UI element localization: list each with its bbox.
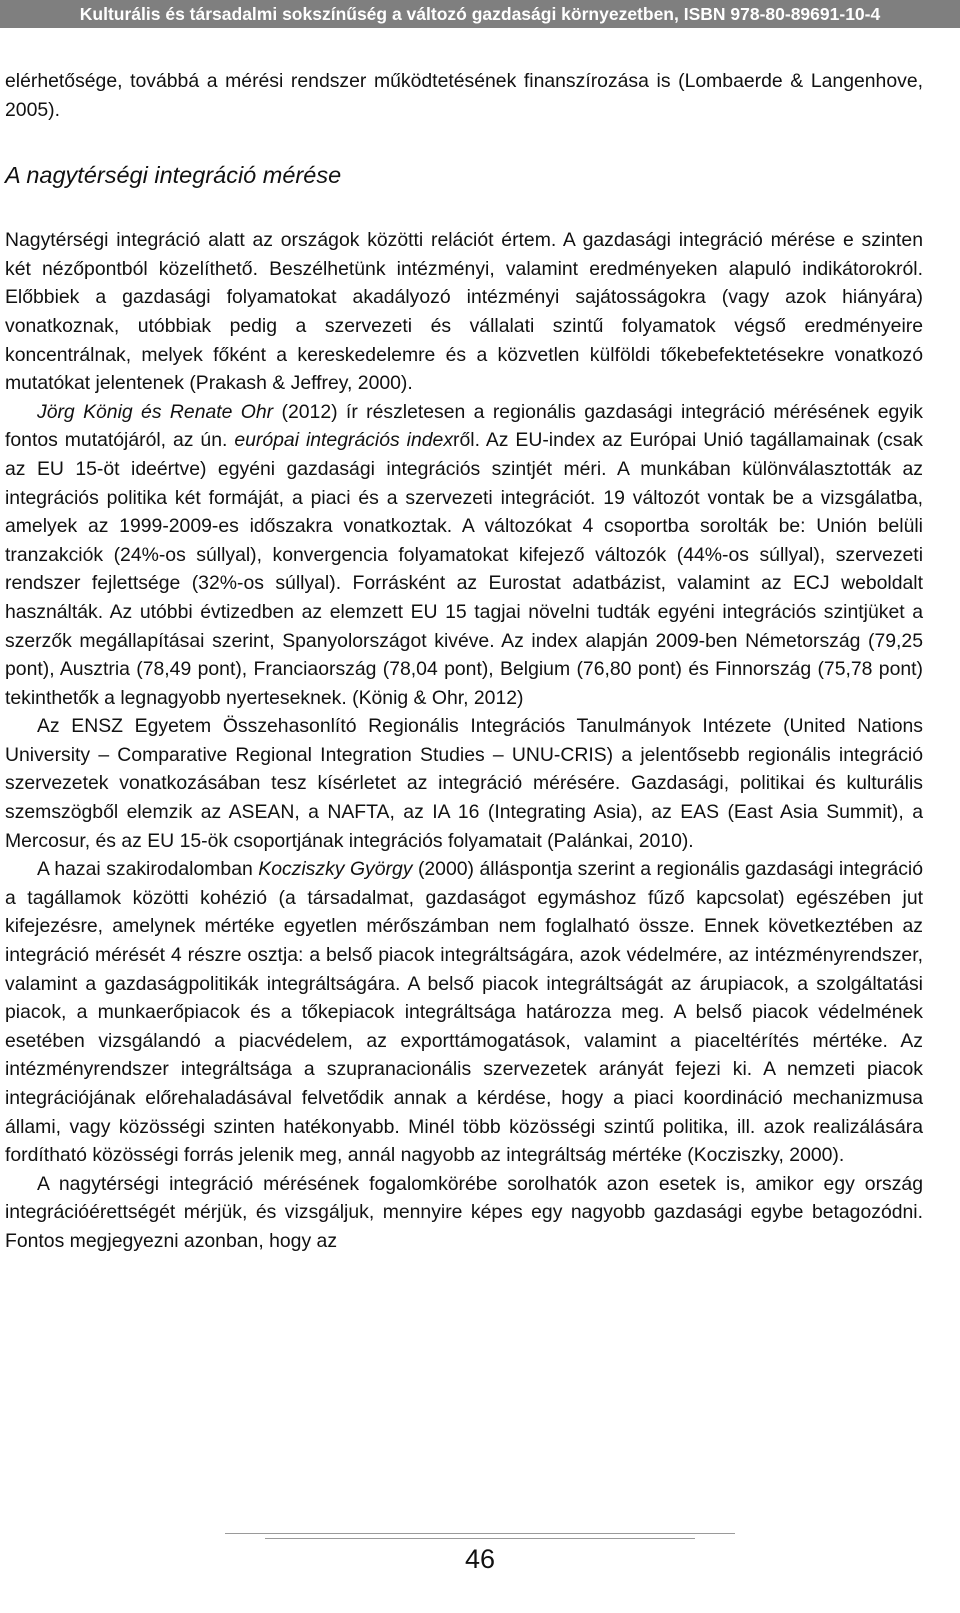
paragraph-eu-index-part-b: ről. Az EU-index az Európai Unió tagállamainak (csak az EU 15-öt ideértve) egyéni gazdasági integrációs szintjét méri. A munkában különválasztották az integrációs politika két formáját, a piaci és a szervezeti integrációt. 19 változót vontak be a vizsgálatba, amelyek az 1999-2009-es időszakra vonatkoztak. A változókat 4 csoportba sorolták be: Unión belüli tranzakciók (24%-os súllyal), konvergencia folyamatokat kifejező változók (44%-os súllyal), szervezeti rendszer fejlettsége (32%-os súllyal). Forrásként az Eurostat adatbázist, valamint az ECJ weboldalt használták. Az utóbbi évtizedben az elemzett EU 15 tagjai növelni tudták egyéni integrációs szintjüket a szerzők megállapításai szerint, Spanyolországot kivéve. Az index alapján 2009-ben Németország (79,25 pont), Ausztria (78,49 pont), Franciaország (78,04 pont), Belgium (76,80 pont) és Finnország (75,78 pont) tekinthetők a legnagyobb nyerteseknek. (König & Ohr, 2012) xyxy=(5,429,923,709)
paragraph-hungarian-part-a: A hazai szakirodalomban xyxy=(37,858,259,881)
paragraph-unu-cris: Az ENSZ Egyetem Összehasonlító Regionális Integrációs Tanulmányok Intézete (United Nations University – Comparative Regional Integration Studies – UNU-CRIS) a jelentősebb regionális integráció szervezetek vonatkozásában tesz kísérletet az integráció mérésére. Gazdasági, politikai és kulturális szemszögből elemzik az ASEAN, a NAFTA, az IA 16 (Integrating Asia), az EAS (East Asia Summit), a Mercosur, és az EU 15-ök csoportjának integrációs folyamatait (Palánkai, 2010). xyxy=(5,715,923,852)
paragraph-intro: Nagytérségi integráció alatt az országok közötti relációt értem. A gazdasági integráció mérése e szinten két nézőpontból közelíthető. Beszélhetünk intézményi, valamint eredményeken alapuló indikátorokról. Előbbiek a gazdasági folyamatokat akadályozó intézményi sajátosságokra (vagy azok hiányára) vonatkoznak, utóbbiak pedig a szervezeti és vállalati szintű folyamatok végső eredményeire koncentrálnak, melyek főként a kereskedelemre és a közvetlen külföldi tőkebefektetésekre vonatkozó mutatókat jelentenek (Prakash & Jeffrey, 2000). xyxy=(5,229,923,395)
paragraph-hungarian-literature xyxy=(5,855,923,1170)
index-term: európai integrációs index xyxy=(234,429,454,452)
document-body xyxy=(5,67,923,1256)
author-names: Jörg König és Renate Ohr xyxy=(37,400,274,423)
footer-divider xyxy=(225,1533,735,1541)
footer-rule-bottom xyxy=(265,1538,695,1539)
author-name: Kocziszky György xyxy=(258,858,413,881)
running-header-text: Kulturális és társadalmi sokszínűség a változó gazdasági környezetben, ISBN 978-80-89691-10-4 xyxy=(79,4,881,24)
paragraph-eu-index xyxy=(5,398,923,713)
page-number: 46 xyxy=(464,1544,496,1574)
paragraph-eu-index-part-a: (2012) ír részletesen a regionális gazdasági integráció mérésének egyik fontos mutatójáról, az ún. xyxy=(5,400,923,452)
footer-rule-top xyxy=(225,1533,735,1534)
paragraph-closing: A nagytérségi integráció mérésének fogalomkörébe sorolhatók azon esetek is, amikor egy ország integrációérettségét mérjük, és vizsgáljuk, mennyire képes egy nagyobb gazdasági egybe betagozódni. Fontos megjegyezni azonban, hogy az xyxy=(5,1172,923,1252)
paragraph-hungarian-part-b: (2000) álláspontja szerint a regionális gazdasági integráció a tagállamok közötti kohézió (a társadalmat, gazdaságot egymáshoz fűző kapcsolat) egészében jut kifejezésre, amelynek mértéke egyetlen mérőszámban nem foglalható össze. Ennek következtében az integráció mérését 4 részre osztja: a belső piacok integráltságára, azok védelmére, az intézményrendszer, valamint a gazdaságpolitikák integráltságára. A belső piacok integráltságát az árupiacok, a szolgáltatási piacok, a munkaerőpiacok és a tőkepiacok integráltsága határozza meg. A belső piacok védelmének esetében vizsgálandó a piacvédelem, az exporttámogatások, valamint a piaceltérítés mértéke. Az intézményrendszer integráltsága a szupranacionális szervezetek arányát fejezi ki. A nemzeti piacok integrációjának előrehaladásával felvetődik annak a kérdése, hogy a piaci koordináció mechanizmusa állami, vagy közösségi szinten hatékonyabb. Minél több közösségi szintű politika, ill. azok realizálására fordítható közösségi forrás jelenik meg, annál nagyobb az integráltság mértéke (Kocziszky, 2000). xyxy=(5,858,923,1167)
paragraph-continuation: elérhetősége, továbbá a mérési rendszer működtetésének finanszírozása is (Lombaerde & Langenhove, 2005). xyxy=(5,70,923,121)
running-header xyxy=(0,0,960,28)
section-heading: A nagytérségi integráció mérése xyxy=(5,162,342,189)
